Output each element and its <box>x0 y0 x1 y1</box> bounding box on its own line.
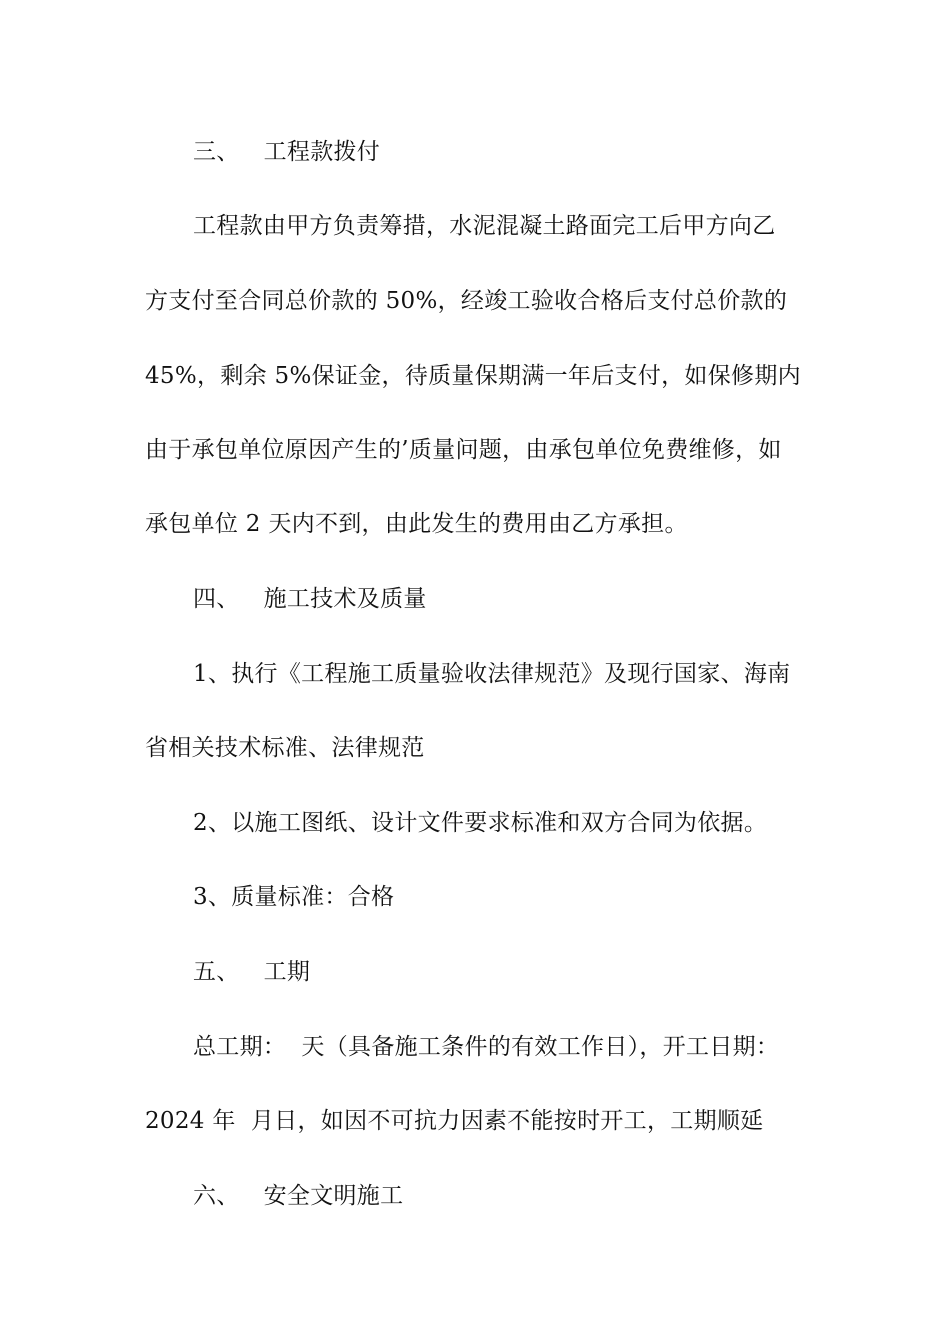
section-5-heading <box>193 957 858 987</box>
section-5-number: 五、 <box>193 959 240 985</box>
section-4-item-1-line-2: 省相关技术标准、法律规范 <box>145 735 425 761</box>
section-3-paragraph-line-1: 工程款由甲方负责筹措，水泥混凝土路面完工后甲方向乙 <box>193 213 776 239</box>
section-4-number: 四、 <box>193 586 240 612</box>
section-6-heading <box>193 1181 858 1211</box>
section-3-paragraph-line-4: 由于承包单位原因产生的’质量问题，由承包单位免费维修，如 <box>145 437 782 463</box>
section-5-title: 工期 <box>263 959 311 985</box>
section-3-number: 三、 <box>193 139 240 165</box>
section-6-number: 六、 <box>193 1183 240 1209</box>
section-3-paragraph-line-2: 方支付至合同总价款的 50%，经竣工验收合格后支付总价款的 <box>145 288 788 314</box>
section-4-item-3: 3、质量标准：合格 <box>193 884 395 910</box>
section-3-heading <box>193 137 858 167</box>
section-4-title: 施工技术及质量 <box>263 586 427 612</box>
section-3-paragraph-line-5: 承包单位 2 天内不到，由此发生的费用由乙方承担。 <box>145 511 688 537</box>
section-4-heading <box>193 584 858 614</box>
section-6-title: 安全文明施工 <box>263 1183 404 1209</box>
section-4-item-2: 2、以施工图纸、设计文件要求标准和双方合同为依据。 <box>193 810 768 836</box>
section-5-paragraph-line-1: 总工期： 天（具备施工条件的有效工作日），开工日期： <box>193 1034 780 1060</box>
section-3-title: 工程款拨付 <box>263 139 381 165</box>
section-4-item-1-line-1: 1、执行《工程施工质量验收法律规范》及现行国家、海南 <box>193 661 791 687</box>
section-5-paragraph-line-2: 2024 年 月日，如因不可抗力因素不能按时开工，工期顺延 <box>145 1108 764 1134</box>
section-3-paragraph-line-3: 45%，剩余 5%保证金，待质量保期满一年后支付，如保修期内 <box>145 363 801 389</box>
